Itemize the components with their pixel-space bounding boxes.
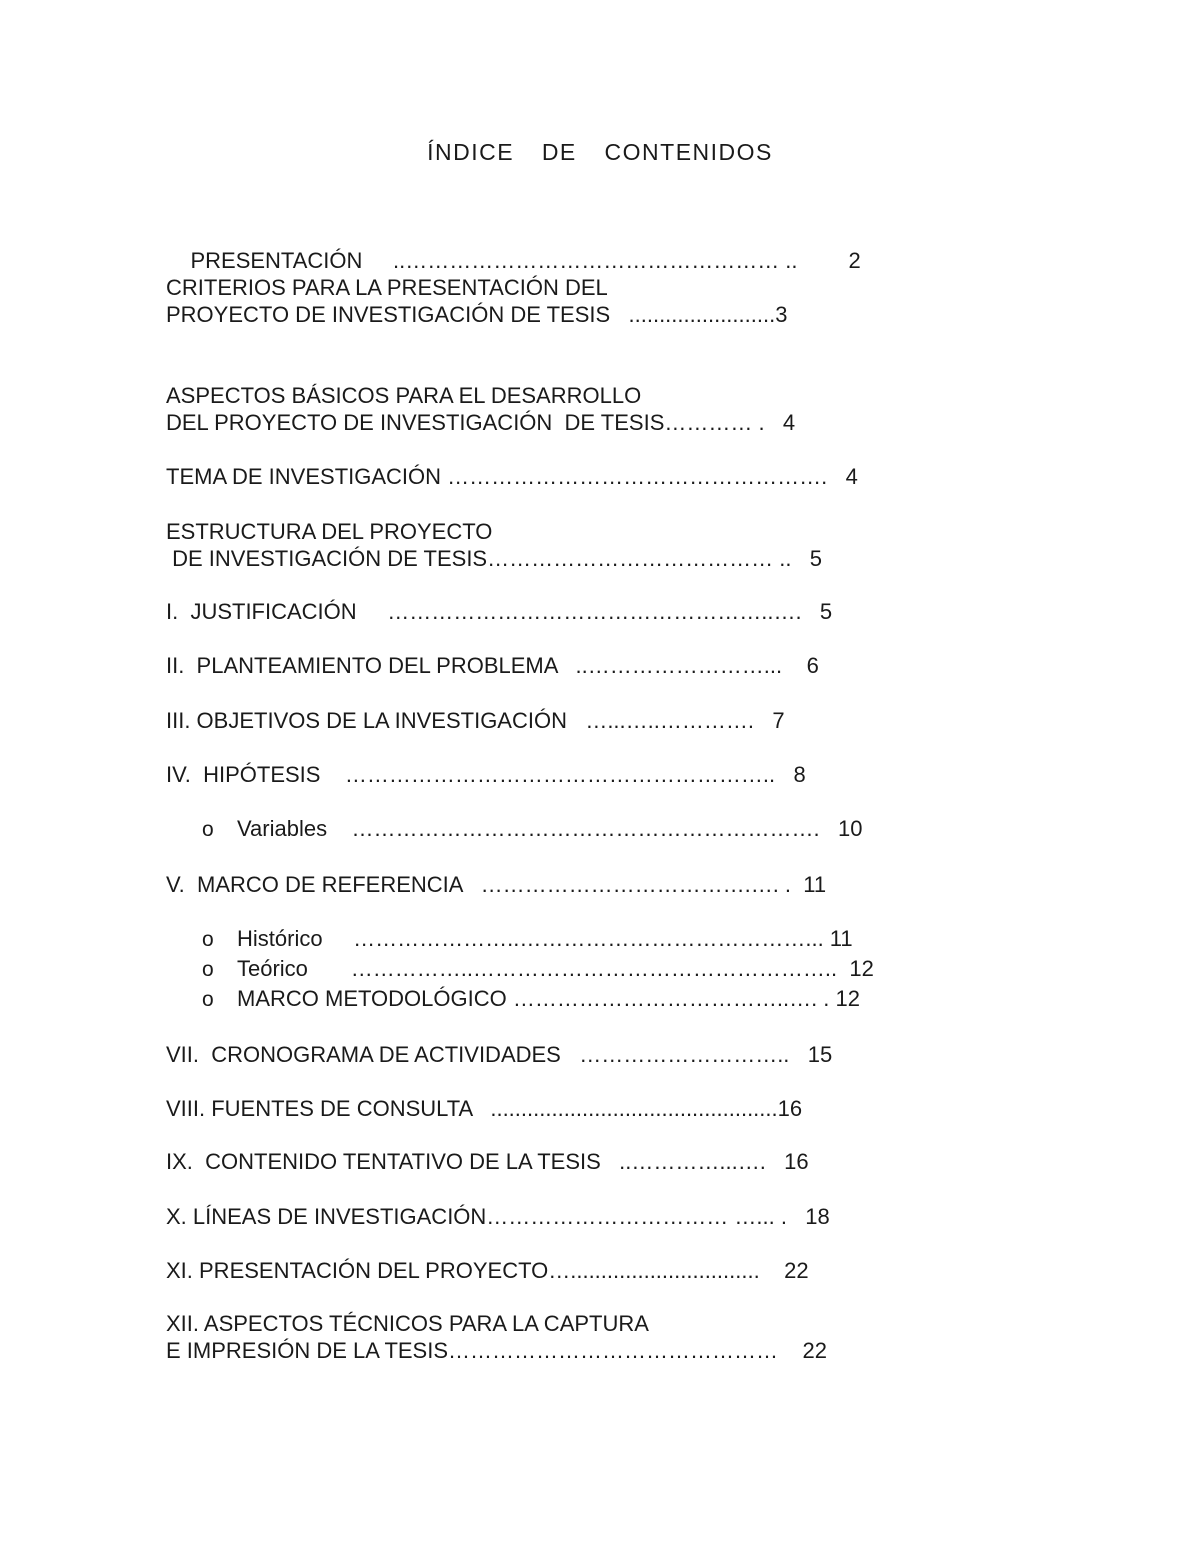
- toc-entry-lineas: X. LÍNEAS DE INVESTIGACIÓN…………………………… …... . 18: [166, 1204, 830, 1229]
- bullet-marker: o: [202, 958, 214, 981]
- bullet-marker: o: [202, 818, 214, 841]
- toc-entry-justificacion: I. JUSTIFICACIÓN ……………………………………………..…. 5: [166, 599, 833, 624]
- toc-entry-contenido: IX. CONTENIDO TENTATIVO DE LA TESIS ..…………...…. 16: [166, 1149, 809, 1174]
- toc-entry-objetivos: III. OBJETIVOS DE LA INVESTIGACIÓN …...…..…………. 7: [166, 708, 785, 733]
- toc-entry-planteamiento: II. PLANTEAMIENTO DEL PROBLEMA ..……………………... 6: [166, 653, 819, 678]
- toc-entry-criterios-line2: PROYECTO DE INVESTIGACIÓN DE TESIS ........................3: [166, 302, 788, 327]
- toc-entry-aspectos-line1: ASPECTOS BÁSICOS PARA EL DESARROLLO: [166, 383, 642, 408]
- page-title: ÍNDICE DE CONTENIDOS: [427, 139, 773, 165]
- toc-entry-aspectos-tecnicos-line1: XII. ASPECTOS TÉCNICOS PARA LA CAPTURA: [166, 1311, 649, 1336]
- toc-entry-criterios-line1: CRITERIOS PARA LA PRESENTACIÓN DEL: [166, 275, 608, 300]
- bullet-marker: o: [202, 928, 214, 951]
- bullet-marker: o: [202, 988, 214, 1011]
- toc-entry-presentacion-page: [824, 222, 861, 300]
- toc-entry-text: PRESENTACIÓN ..…………………………………………… ..: [190, 248, 798, 273]
- toc-entry-estructura-line2: DE INVESTIGACIÓN DE TESIS………………………………… .. 5: [166, 546, 823, 571]
- toc-entry-variables: Variables ………………………………………………………. 10: [237, 816, 863, 841]
- toc-entry-aspectos-tecnicos-line2: E IMPRESIÓN DE LA TESIS……………………………………… 22: [166, 1338, 827, 1363]
- toc-entry-cronograma: VII. CRONOGRAMA DE ACTIVIDADES ……………………….. 15: [166, 1042, 833, 1067]
- toc-entry-hipotesis: IV. HIPÓTESIS ………………………………………………….. 8: [166, 762, 806, 787]
- toc-page-number: 2: [848, 248, 861, 273]
- toc-entry-historico: Histórico …………………..…………………………………... 11: [237, 926, 853, 951]
- toc-entry-fuentes: VIII. FUENTES DE CONSULTA ...............................................16: [166, 1096, 803, 1121]
- toc-entry-presentacion-proyecto: XI. PRESENTACIÓN DEL PROYECTO…............................... 22: [166, 1258, 809, 1283]
- toc-entry-marco-referencia: V. MARCO DE REFERENCIA ……………………………….…. . 11: [166, 872, 827, 897]
- toc-entry-aspectos-line2: DEL PROYECTO DE INVESTIGACIÓN DE TESIS………… . 4: [166, 410, 796, 435]
- toc-entry-marco-metodologico: MARCO METODOLÓGICO ………………………………..…. . 12: [237, 986, 860, 1011]
- toc-entry-tema: TEMA DE INVESTIGACIÓN ……………………………………………. 4: [166, 464, 858, 489]
- toc-entry-estructura-line1: ESTRUCTURA DEL PROYECTO: [166, 519, 493, 544]
- toc-entry-teorico: Teórico ……………..………………………………………….. 12: [237, 956, 874, 981]
